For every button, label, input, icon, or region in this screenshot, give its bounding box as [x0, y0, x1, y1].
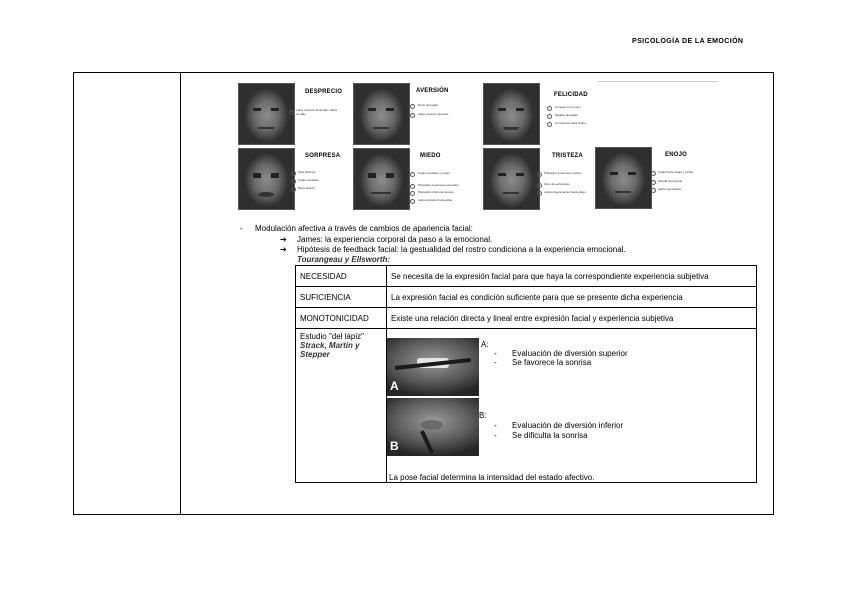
study-b-point-1: Evaluación de diversión inferior	[512, 421, 624, 430]
note-tristeza-1: Párpados superiores caídos	[544, 171, 582, 175]
emotion-label-felicidad: FELICIDAD	[554, 92, 588, 98]
desc-cell: Se necesita de la expresión facial para que haya la correspondiente experiencia subjetiva	[387, 266, 757, 287]
desc-cell: Existe una relación directa y lineal entre expresión facial y experiencia subjetiva	[387, 308, 757, 329]
emotion-label-tristeza: TRISTEZA	[552, 153, 583, 159]
note-aversion-1: Nariz arrugada	[418, 103, 438, 107]
bullet-text: Modulación afectiva a través de cambios de apariencia facial:	[255, 224, 473, 233]
face-photo-felicidad	[483, 83, 540, 145]
note-enojo-1: Cejas hacia abajo y juntas	[658, 170, 694, 174]
emotion-label-miedo: MIEDO	[420, 153, 441, 159]
photo-badge-b: B	[390, 439, 399, 453]
photo-pen-lips	[387, 398, 479, 456]
note-aversion-2: Labio superior elevado	[418, 112, 449, 116]
citation-tourangeau: Tourangeau y Ellsworth:	[297, 255, 391, 264]
study-label: Estudio "del lápiz"	[300, 332, 364, 341]
study-label-cell	[296, 329, 387, 483]
note-tristeza-3: Labios ligeramente hacia abajo	[544, 190, 586, 194]
photo-badge-a: A	[390, 379, 399, 393]
note-miedo-2: Párpados superiores elevados	[418, 183, 459, 187]
face-photo-miedo	[353, 148, 410, 210]
bullet-dash: -	[240, 224, 243, 233]
face-photo-sorpresa	[238, 148, 295, 210]
note-sorpresa-2: Cejas elevadas	[298, 178, 319, 182]
emotion-label-enojo: ENOJO	[665, 152, 688, 158]
note-enojo-2: Mirada penetrante	[658, 179, 683, 183]
term-cell: SUFICIENCIA	[296, 287, 387, 308]
note-miedo-1: Cejas elevadas y juntas	[418, 171, 450, 175]
note-tristeza-2: Ojos desenfocados	[544, 182, 570, 186]
table-row	[296, 266, 757, 287]
concept-table	[295, 265, 757, 483]
study-a-point-1: Evaluación de diversión superior	[512, 349, 628, 358]
arrow-text-james: James: la experiencia corporal da paso a la emocional.	[297, 235, 493, 244]
study-a-point-2: Se favorece la sonrisa	[512, 358, 592, 367]
note-sorpresa-3: Boca abierta	[298, 186, 315, 190]
face-photo-enojo	[595, 147, 652, 209]
arrow-icon: ➔	[280, 235, 287, 244]
arrow-icon: ➔	[280, 245, 287, 254]
note-felicidad-3: Comisuras hacia arriba	[555, 121, 586, 125]
arrow-text-feedback: Hipótesis de feedback facial: la gestualidad del rostro condiciona a la experiencia emocional.	[297, 245, 626, 254]
study-b-tag: B:	[479, 411, 487, 420]
note-felicidad-2: Mejillas elevadas	[555, 113, 578, 117]
study-authors: Strack, Martin y Stepper	[300, 341, 360, 359]
document-header: PSICOLOGÍA DE LA EMOCIÓN	[632, 38, 744, 45]
note-miedo-4: Labios tirados hacia atrás	[418, 198, 453, 202]
note-felicidad-1: Arrugas en los ojos	[555, 105, 581, 109]
study-b-point-2: Se dificulta la sonrisa	[512, 431, 588, 440]
table-row	[296, 308, 757, 329]
face-photo-aversion	[353, 83, 410, 145]
desc-cell: La expresión facial es condición suficiente para que se presente dicha experiencia	[387, 287, 757, 308]
column-divider	[180, 73, 181, 514]
face-photo-tristeza	[483, 148, 540, 210]
note-miedo-3: Párpados inferiores tensos	[418, 190, 454, 194]
note-sorpresa-1: Ojos abiertos	[298, 170, 316, 174]
study-conclusion: La pose facial determina la intensidad del estado afectivo.	[389, 473, 595, 482]
emotion-label-sorpresa: SORPRESA	[305, 153, 341, 159]
face-photo-desprecio	[238, 83, 295, 145]
photo-pen-teeth	[387, 338, 479, 396]
emotion-label-desprecio: DESPRECIO	[305, 89, 343, 95]
emotion-label-aversion: AVERSIÓN	[416, 88, 449, 94]
term-cell: MONOTONICIDAD	[296, 308, 387, 329]
term-cell: NECESIDAD	[296, 266, 387, 287]
note-enojo-3: Labios apretados	[658, 187, 682, 191]
table-row	[296, 287, 757, 308]
study-a-tag: A:	[481, 340, 489, 349]
note-desprecio-1: Labio superior levantado hacia un lado	[296, 108, 337, 116]
